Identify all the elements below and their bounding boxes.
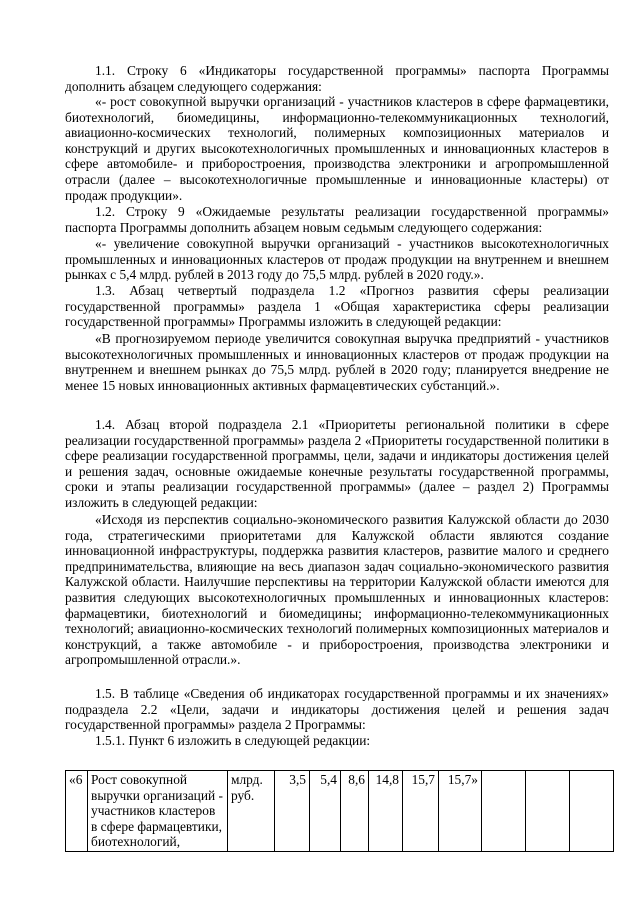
value-cell <box>570 771 614 852</box>
paragraph-1-4: 1.4. Абзац второй подраздела 2.1 «Приоритеты региональной политики в сфере реализации государственной программы» раздела 2 «Приоритеты государственной политики в сфере реализации государственной программы, цели, задачи и индикаторы достижения целей и решения задач, основные ожидаемые конечные результаты государственной программы, сроки и этапы реализации государственной программы» (далее – раздел 2) Программы изложить в следующей редакции: <box>65 417 609 510</box>
value-cell: 15,7» <box>439 771 482 852</box>
paragraph-1-2: 1.2. Строку 9 «Ожидаемые результаты реализации государственной программы» паспорта Программы дополнить абзацем новым седьмым следующего содержания: <box>65 204 609 235</box>
paragraph-1-1-text: «- рост совокупной выручки организаций - участников кластеров в сфере фармацевтики, биотехнологий, биомедицины, информационно-телекоммуникационных технологий, авиационно-космических технологий, полимерных композиционных материалов и конструкций и других высокотехнологичных промышленных и инновационных кластеров в сфере автомобиле- и приборостроения, производства электроники и агропромышленной отрасли (далее – высокотехнологичные промышленные и инновационные кластеры) от продаж продукции». <box>65 94 609 203</box>
table-row <box>66 771 614 852</box>
value-cell <box>482 771 526 852</box>
indicator-name-cell: Рост совокупной выручки организаций - участников кластеров в сфере фармацевтики, биотехнологий, <box>88 771 228 852</box>
paragraph-1-5: 1.5. В таблице «Сведения об индикаторах государственной программы и их значениях» подраздела 2.2 «Цели, задачи и индикаторы достижения целей и решения задач государственной программы» раздела 2 Программы: <box>65 686 609 733</box>
unit-cell: млрд. руб. <box>228 771 275 852</box>
paragraph-1-1: 1.1. Строку 6 «Индикаторы государственной программы» паспорта Программы дополнить абзацем следующего содержания: <box>65 63 609 94</box>
value-cell: 8,6 <box>341 771 369 852</box>
row-number-cell: «6 <box>66 771 88 852</box>
paragraph-1-2-text: «- увеличение совокупной выручки организаций - участников высокотехнологичных промышленных и инновационных кластеров от продаж продукции на внутреннем и внешнем рынках с 5,4 млрд. рублей в 2013 году до 75,5 млрд. рублей в 2020 году.». <box>65 236 609 283</box>
value-cell: 14,8 <box>369 771 403 852</box>
paragraph-1-5-1: 1.5.1. Пункт 6 изложить в следующей редакции: <box>95 733 371 748</box>
value-cell: 5,4 <box>310 771 341 852</box>
paragraph-1-3-text: «В прогнозируемом периоде увеличится совокупная выручка предприятий - участников высокотехнологичных промышленных и инновационных кластеров от продаж продукции на внутреннем и внешнем рынках до 75,5 млрд. рублей в 2020 году; планируется внедрение не менее 15 новых инновационных активных фармацевтических субстанций.». <box>65 331 609 393</box>
paragraph-1-3: 1.3. Абзац четвертый подраздела 1.2 «Прогноз развития сферы реализации государственной программы» раздела 1 «Общая характеристика сферы реализации государственной программы» Программы изложить в следующей редакции: <box>65 283 609 330</box>
indicators-table <box>65 770 614 852</box>
value-cell: 3,5 <box>275 771 310 852</box>
value-cell <box>526 771 570 852</box>
value-cell: 15,7 <box>403 771 439 852</box>
paragraph-1-4-text: «Исходя из перспектив социально-экономического развития Калужской области до 2030 года, стратегическими приоритетами для Калужской области являются создание инновационной инфраструктуры, поддержка развития кластеров, развитие малого и среднего предпринимательства, влияющие на весь диапазон задач социально-экономического развития Калужской области. Наилучшие перспективы на территории Калужской области имеются для развития следующих высокотехнологичных промышленных и инновационных кластеров: фармацевтики, биотехнологий и биомедицины; информационно-телекоммуникационных технологий; авиационно-космических технологий полимерных композиционных материалов и конструкций, а также автомобиле - и приборостроения, производства электроники и агропромышленной отрасли.». <box>65 512 609 668</box>
